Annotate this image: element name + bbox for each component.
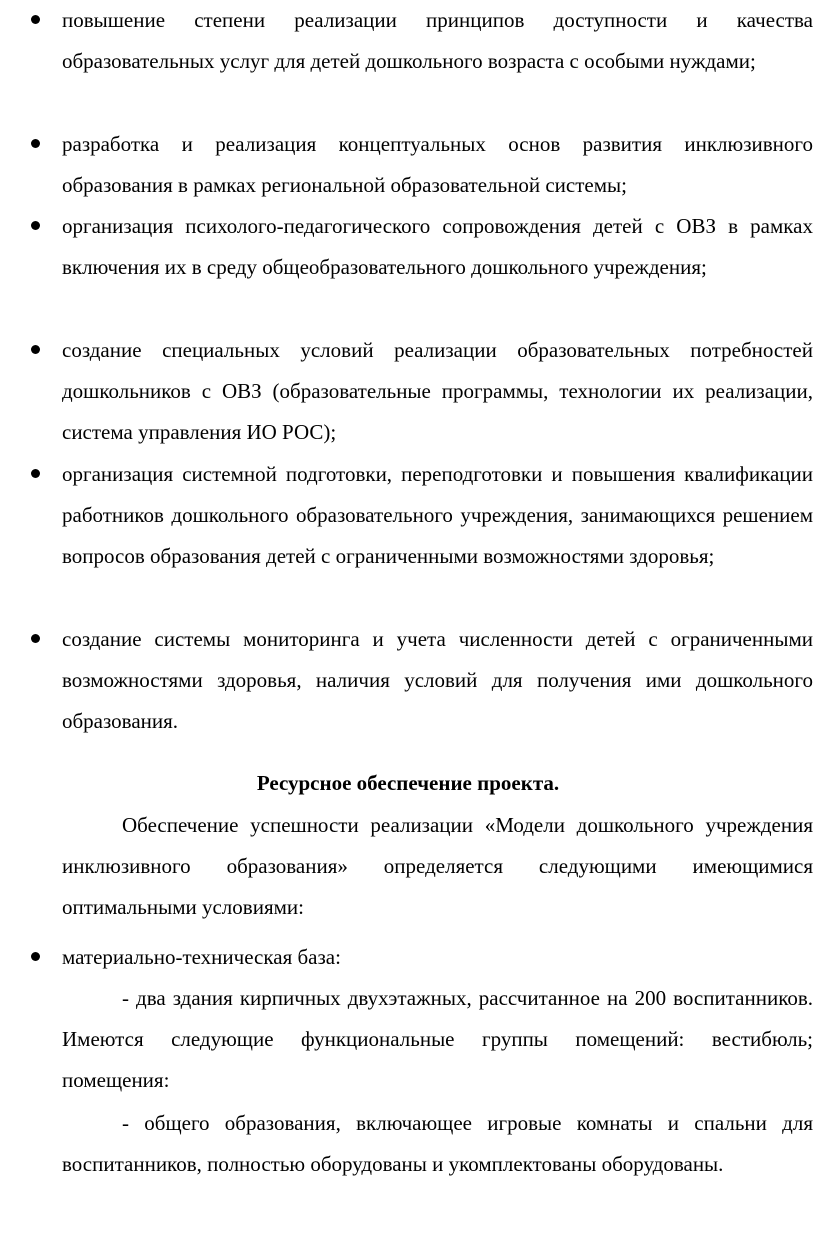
intro-paragraph: Обеспечение успешности реализации «Модели дошкольного учреждения инклюзивного образования» определяется следующими имеющимися оптимальными условиями: [62, 813, 813, 919]
bullet-dot-icon [31, 469, 40, 478]
section-heading: Ресурсное обеспечение проекта. [256, 771, 560, 795]
bullet-dot-icon [31, 634, 40, 643]
sub-paragraph-general-education: - общего образования, включающее игровые комнаты и спальни для воспитанников, полностью оборудованы и укомплектованы оборудованы. [62, 1111, 813, 1176]
bullet-dot-icon [31, 221, 40, 230]
bullet-dot-icon [31, 952, 40, 961]
bullet-item-2: разработка и реализация концептуальных основ развития инклюзивного образования в рамках региональной образовательной системы; [62, 132, 813, 197]
bullet-item-3: организация психолого-педагогического сопровождения детей с ОВЗ в рамках включения их в среду общеобразовательного дошкольного учреждения; [62, 214, 813, 279]
bullet-dot-icon [31, 345, 40, 354]
bullet-dot-icon [31, 139, 40, 148]
bullet-item-4: создание специальных условий реализации образовательных потребностей дошкольников с ОВЗ (образовательные программы, технологии их реализации, система управления ИО РОС); [62, 338, 813, 444]
sub-paragraph-buildings: - два здания кирпичных двухэтажных, рассчитанное на 200 воспитанников. Имеются следующие функциональные группы помещений: вестибюль; помещения: [62, 986, 813, 1092]
bullet-item-5: организация системной подготовки, переподготовки и повышения квалификации работников дошкольного образовательного учреждения, занимающихся решением вопросов образования детей с ограниченными возможностями здоровья; [62, 462, 813, 568]
bullet-item-6: создание системы мониторинга и учета численности детей с ограниченными возможностями здоровья, наличия условий для получения ими дошкольного образования. [62, 627, 813, 733]
bullet-item-material: материально-техническая база: [62, 945, 341, 969]
bullet-item-1: повышение степени реализации принципов доступности и качества образовательных услуг для детей дошкольного возраста с особыми нуждами; [62, 8, 813, 73]
bullet-dot-icon [31, 15, 40, 24]
